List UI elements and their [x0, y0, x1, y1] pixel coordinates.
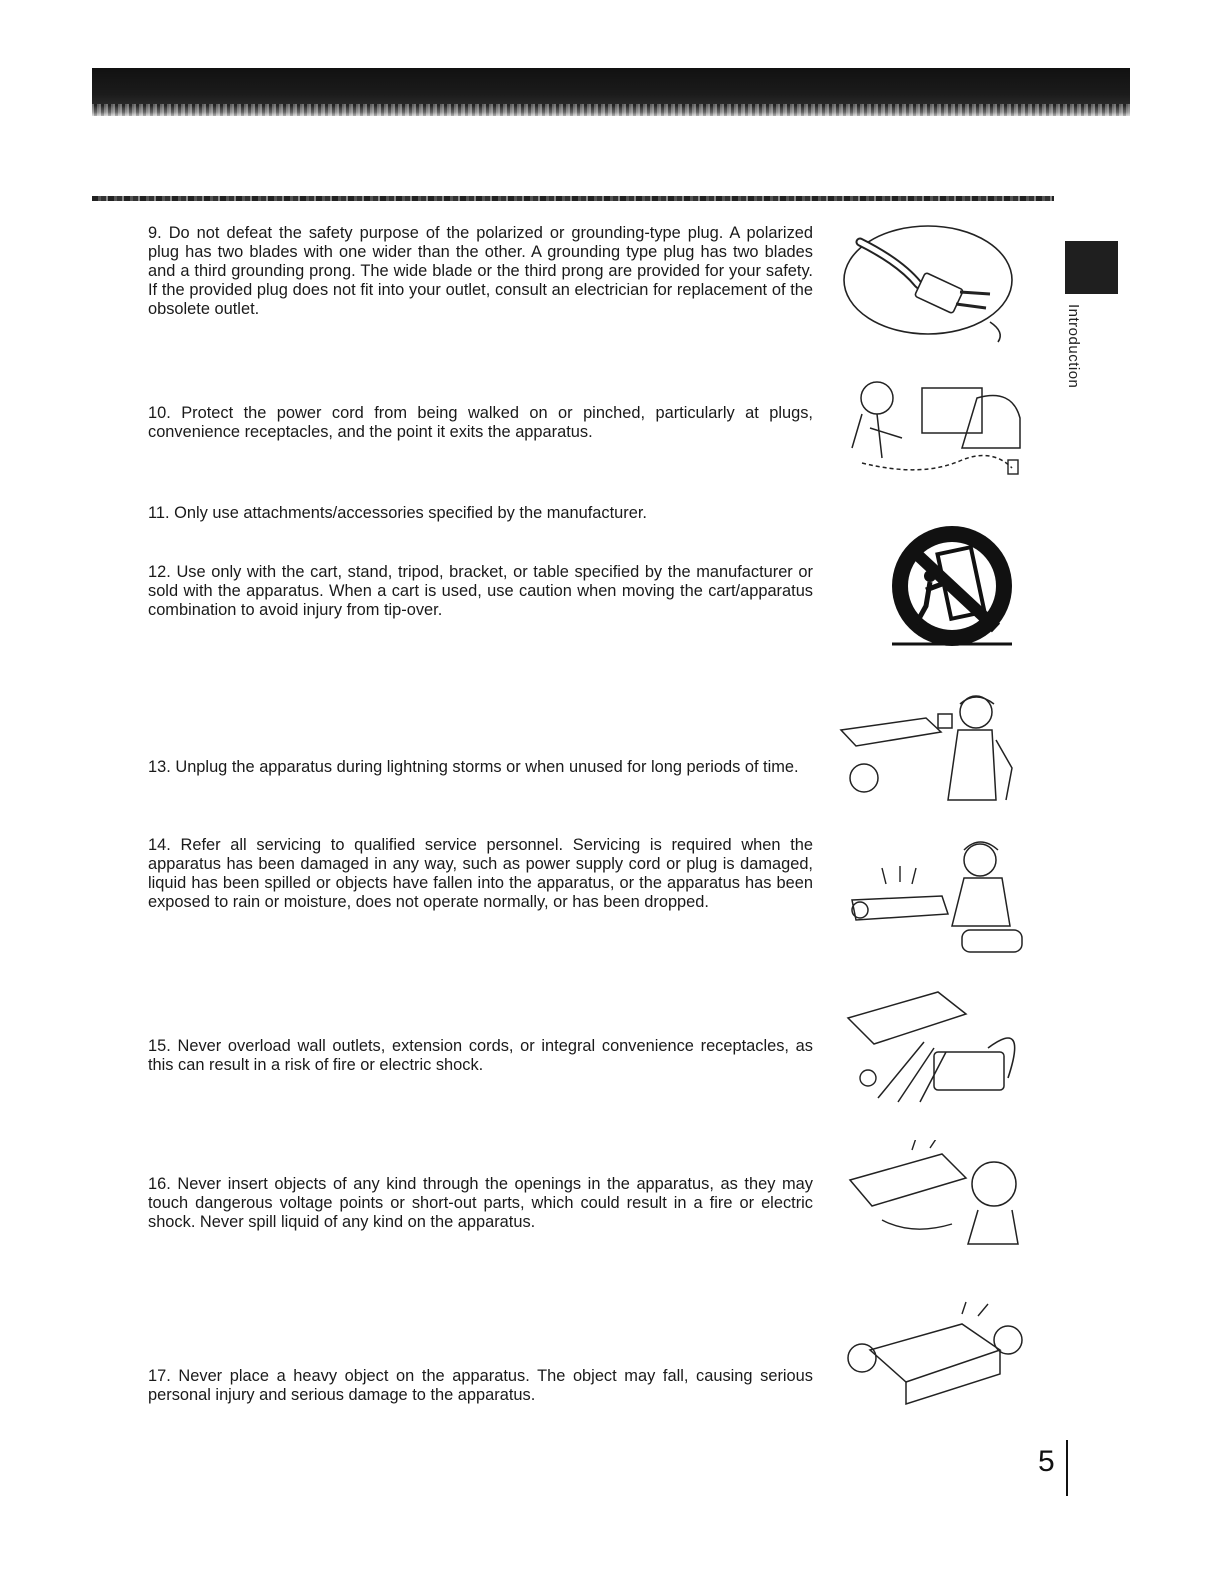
item-text: Refer all servicing to qualified service personnel. Servicing is required when the apparatus has been damaged in any way, such as power supply cord or plug is damaged, liquid has been spilled or objects have fallen into the apparatus, or the apparatus has been exposed to rain or moisture, does not operate normally, or has been dropped. — [148, 836, 813, 911]
heavy-object-icon — [842, 1300, 1032, 1420]
item-number: 11. — [148, 504, 170, 522]
overload-outlet-icon — [838, 978, 1028, 1108]
item-text: Never overload wall outlets, extension cords, or integral convenience receptacles, as this can result in a risk of fire or electric shock. — [148, 1037, 813, 1074]
item-number: 16. — [148, 1175, 171, 1193]
instruction-item-15 — [148, 1037, 813, 1075]
instruction-item-11 — [148, 504, 813, 523]
header-rule — [92, 196, 1054, 201]
page-number: 5 — [1038, 1445, 1055, 1478]
cord-icon — [842, 368, 1027, 483]
item-number: 9. — [148, 224, 162, 242]
item-text: Never place a heavy object on the apparatus. The object may fall, causing serious personal injury and serious damage to the apparatus. — [148, 1367, 813, 1404]
cart-warning-icon — [882, 520, 1022, 660]
item-number: 10. — [148, 404, 171, 422]
instruction-item-17 — [148, 1367, 813, 1405]
item-number: 17. — [148, 1367, 171, 1385]
item-number: 12. — [148, 563, 171, 581]
instruction-item-9 — [148, 224, 813, 319]
item-text: Use only with the cart, stand, tripod, bracket, or table specified by the manufacturer or sold with the apparatus. When a cart is used, use caution when moving the cart/apparatus combination to avoid injury from tip-over. — [148, 563, 813, 619]
section-label: Introduction — [1065, 304, 1082, 389]
item-text: Protect the power cord from being walked on or pinched, particularly at plugs, convenience receptacles, and the point it exits the apparatus. — [148, 404, 813, 441]
header-band — [92, 68, 1130, 116]
item-text: Do not defeat the safety purpose of the polarized or grounding-type plug. A polarized plug has two blades with one wider than the other. A grounding type plug has two blades and a third grounding prong. The wide blade or the third prong are provided for your safety. If the provided plug does not fit into your outlet, consult an electrician for replacement of the obsolete outlet. — [148, 224, 813, 318]
item-number: 13. — [148, 758, 171, 776]
instruction-item-14 — [148, 836, 813, 912]
instruction-item-12 — [148, 563, 813, 620]
instruction-item-10 — [148, 404, 813, 442]
item-number: 15. — [148, 1037, 171, 1055]
plug-icon — [840, 222, 1015, 352]
service-technician-icon — [842, 830, 1027, 955]
instruction-item-13 — [148, 758, 813, 777]
page-number-bar — [1066, 1440, 1068, 1496]
item-text: Never insert objects of any kind through the openings in the apparatus, as they may touch dangerous voltage points or short-out parts, which could result in a fire or electric shock. Never spill liquid of any kind on the apparatus. — [148, 1175, 813, 1231]
unplug-icon — [836, 690, 1026, 815]
item-text: Only use attachments/accessories specified by the manufacturer. — [174, 504, 647, 522]
section-tab-marker — [1065, 241, 1118, 294]
item-number: 14. — [148, 836, 171, 854]
insert-objects-icon — [842, 1140, 1032, 1250]
instruction-item-16 — [148, 1175, 813, 1232]
item-text: Unplug the apparatus during lightning storms or when unused for long periods of time. — [175, 758, 799, 776]
